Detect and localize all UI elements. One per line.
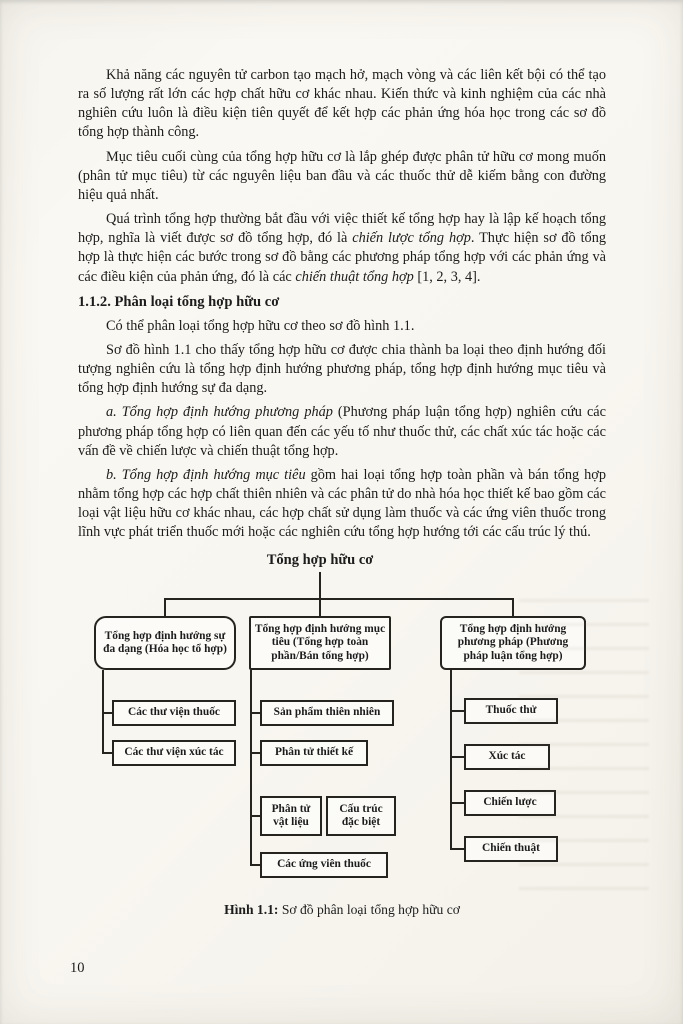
italic-term-tactics: chiến thuật tổng hợp bbox=[295, 268, 414, 285]
connector-line bbox=[512, 598, 514, 616]
diagram-root-label: Tổng hợp hữu cơ bbox=[266, 552, 374, 569]
figure-caption-label: Hình 1.1: bbox=[224, 902, 279, 918]
connector-line bbox=[450, 670, 452, 850]
connector-line bbox=[450, 802, 464, 804]
connector-line bbox=[102, 712, 112, 714]
citation-reference: [1, 2, 3, 4]. bbox=[413, 268, 481, 285]
node-reagents: Thuốc thử bbox=[464, 698, 558, 724]
connector-line bbox=[319, 598, 321, 616]
italic-lead-target-oriented: b. Tổng hợp định hướng mục tiêu bbox=[106, 466, 306, 483]
italic-term-strategy: chiến lược tổng hợp bbox=[352, 230, 471, 247]
node-special-structures: Cấu trúc đặc biệt bbox=[326, 796, 396, 836]
text-column bbox=[78, 66, 606, 918]
node-catalyst-libraries: Các thư viện xúc tác bbox=[112, 740, 236, 766]
connector-line bbox=[450, 710, 464, 712]
connector-line bbox=[250, 712, 260, 714]
node-material-molecules: Phân tử vật liệu bbox=[260, 796, 322, 836]
paragraph-synthesis-goal: Mục tiêu cuối cùng của tổng hợp hữu cơ là lắp ghép được phân tử hữu cơ mong muốn (phân tử mục tiêu) từ các nguyên liệu ban đầu và các thuốc thử dễ kiếm bằng con đường hiệu quả nhất. bbox=[78, 148, 606, 203]
paragraph-segment: . Thực hiện sơ đồ tổng hợp là thực hiện các bước trong sơ đồ bằng các phương pháp tổng hợp với các phản ứng và các điều kiện của phản ứng, đó là các bbox=[78, 230, 606, 285]
connector-line bbox=[250, 752, 260, 754]
classification-tree-diagram bbox=[84, 552, 604, 888]
connector-line bbox=[450, 848, 464, 850]
node-catalysts: Xúc tác bbox=[464, 744, 550, 770]
connector-line bbox=[450, 756, 464, 758]
paragraph-method-oriented bbox=[78, 403, 606, 460]
connector-line bbox=[319, 572, 321, 598]
connector-line bbox=[164, 598, 514, 600]
paragraph-carbon-chains: Khả năng các nguyên tử carbon tạo mạch hở, mạch vòng và các liên kết bội có thể tạo ra số lượng rất lớn các hợp chất hữu cơ khác nhau. Kiến thức và kinh nghiệm của các nhà nghiên cứu luôn là điều kiện tiên quyết để kết hợp các phản ứng hóa học trong các sơ đồ tổng hợp thành công. bbox=[78, 67, 606, 141]
connector-line bbox=[250, 864, 260, 866]
paragraph-target-oriented bbox=[78, 466, 606, 543]
figure-caption-text: Sơ đồ phân loại tổng hợp hữu cơ bbox=[278, 902, 460, 918]
node-designed-molecules: Phân tử thiết kế bbox=[260, 740, 368, 766]
figure-caption bbox=[78, 902, 606, 918]
paragraph-classification-intro: Có thể phân loại tổng hợp hữu cơ theo sơ đồ hình 1.1. bbox=[106, 317, 415, 334]
section-heading-1-1-2: 1.1.2. Phân loại tổng hợp hữu cơ bbox=[78, 293, 280, 310]
paragraph-segment: (Phương pháp luận tổng hợp) nghiên cứu các phương pháp tổng hợp có liên quan đến các yếu tố như thuốc thử, các chất xúc tác hoặc các vấn đề về chiến lược và chiến thuật tổng hợp. bbox=[78, 404, 606, 459]
node-drug-candidates: Các ứng viên thuốc bbox=[260, 852, 388, 878]
node-tactics: Chiến thuật bbox=[464, 836, 558, 862]
node-method-oriented: Tổng hợp định hướng phương pháp (Phương pháp luận tổng hợp) bbox=[440, 616, 586, 670]
connector-line bbox=[250, 670, 252, 866]
node-drug-libraries: Các thư viện thuốc bbox=[112, 700, 236, 726]
paragraph-synthesis-process bbox=[78, 210, 606, 287]
connector-line bbox=[102, 752, 112, 754]
paragraph-segment: gồm hai loại tổng hợp toàn phần và bán tổng hợp nhằm tổng hợp các hợp chất thiên nhiên và các phân tử do nhà hóa học thiết kế bao gồm các loại vật liệu hữu cơ khác nhau, các hợp chất sử dụng làm thuốc và các ứng viên thuốc trong lĩnh vực phát triển thuốc mới hoặc các nghiên cứu tổng hợp hướng tới các cấu trúc lý thú. bbox=[78, 466, 606, 541]
node-diversity-oriented: Tổng hợp định hướng sự đa dạng (Hóa học tổ hợp) bbox=[94, 616, 236, 670]
italic-lead-method-oriented: a. Tổng hợp định hướng phương pháp bbox=[106, 404, 333, 421]
node-strategy: Chiến lược bbox=[464, 790, 556, 816]
page-number: 10 bbox=[70, 960, 85, 976]
node-target-oriented: Tổng hợp định hướng mục tiêu (Tổng hợp toàn phần/Bán tổng hợp) bbox=[249, 616, 391, 670]
node-natural-products: Sản phẩm thiên nhiên bbox=[260, 700, 394, 726]
paragraph-three-types: Sơ đồ hình 1.1 cho thấy tổng hợp hữu cơ được chia thành ba loại theo định hướng đối tượng nghiên cứu là tổng hợp định hướng phương pháp, tổng hợp định hướng mục tiêu và tổng hợp định hướng sự đa dạng. bbox=[78, 341, 606, 397]
connector-line bbox=[164, 598, 166, 616]
paragraph-segment: Quá trình tổng hợp thường bắt đầu với việc thiết kế tổng hợp hay là lập kế hoạch tổng hợp, nghĩa là viết được sơ đồ tổng hợp, đó là bbox=[78, 211, 606, 247]
connector-line bbox=[250, 815, 260, 817]
